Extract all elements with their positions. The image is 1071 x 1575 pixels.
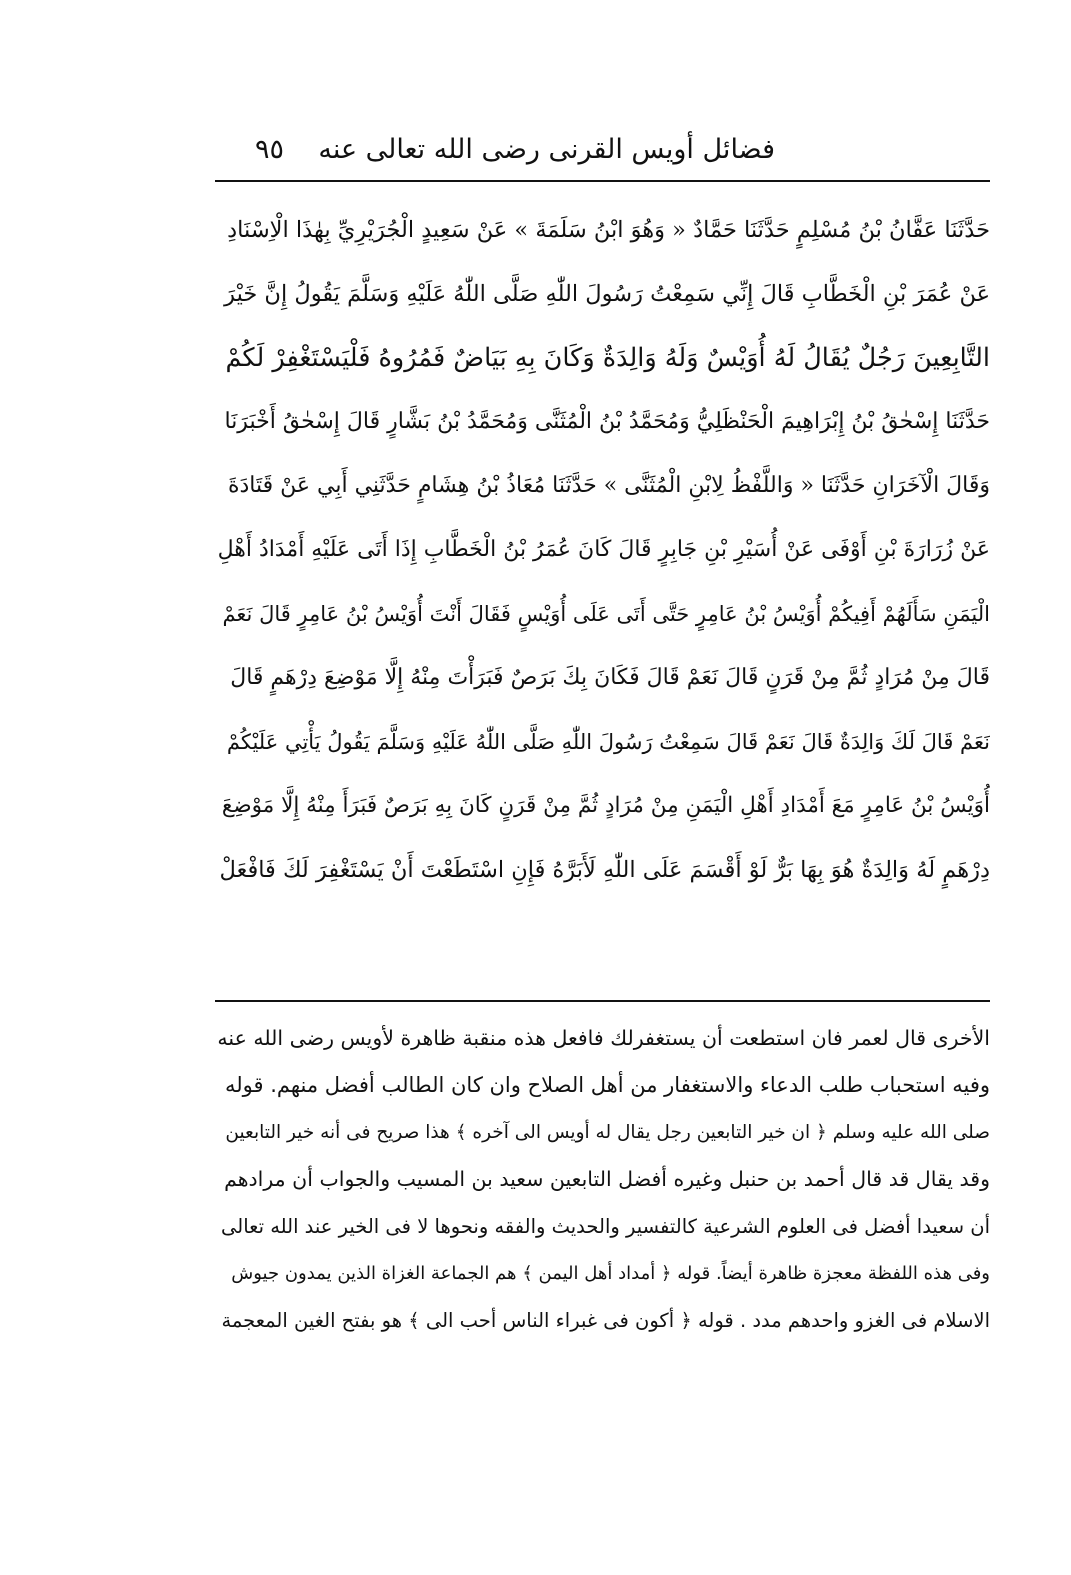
header-rule: [215, 180, 990, 182]
commentary-block: [215, 1015, 990, 1344]
commentary-line: الاسلام فى الغزو واحدهم مدد . قوله ﴿ أكون فى غبراء الناس أحب الى ﴾ هو بفتح الغين المعجمة: [221, 1309, 990, 1332]
page-header: [215, 130, 990, 180]
commentary-line: صلى الله عليه وسلم ﴿ ان خير التابعين رجل يقال له أويس الى آخره ﴾ هذا صريح فى أنه خير التابعين: [225, 1122, 990, 1143]
hadith-line: نَعَمْ قَالَ لَكَ وَالِدَةٌ قَالَ نَعَمْ قَالَ سَمِعْتُ رَسُولَ اللّٰهِ صَلَّى اللّٰهُ عَلَيْهِ وَسَلَّمَ يَقُولُ يَأْتِي عَلَيْكُمْ: [226, 730, 990, 754]
commentary-line: وفى هذه اللفظة معجزة ظاهرة أيضاً. قوله ﴿ أمداد أهل اليمن ﴾ هم الجماعة الغزاة الذين يمدون جيوش: [231, 1263, 990, 1284]
hadith-line: أُوَيْسُ بْنُ عَامِرٍ مَعَ أَمْدَادِ أَهْلِ الْيَمَنِ مِنْ مُرَادٍ ثُمَّ مِنْ قَرَنٍ كَانَ بِهِ بَرَصٌ فَبَرَأَ مِنْهُ إِلَّا مَوْضِعَ: [221, 793, 990, 818]
hadith-line: عَنْ زُرَارَةَ بْنِ أَوْفَى عَنْ أُسَيْرِ بْنِ جَابِرٍ قَالَ كَانَ عُمَرُ بْنُ الْخَطَّابِ إِذَا أَتَى عَلَيْهِ أَمْدَادُ أَهْلِ: [217, 537, 990, 562]
running-title: فضائل أويس القرنى رضى الله تعالى عنه: [318, 134, 775, 165]
hadith-line: دِرْهَمٍ لَهُ وَالِدَةٌ هُوَ بِهَا بَرٌّ لَوْ أَقْسَمَ عَلَى اللّٰهِ لَأَبَرَّهُ فَإِنِ اسْتَطَعْتَ أَنْ يَسْتَغْفِرَ لَكَ فَافْعَلْ: [219, 857, 990, 883]
commentary-rule: [215, 1000, 990, 1002]
hadith-line: قَالَ مِنْ مُرَادٍ ثُمَّ مِنْ قَرَنٍ قَالَ نَعَمْ قَالَ فَكَانَ بِكَ بَرَصٌ فَبَرَأْتَ مِنْهُ إِلَّا مَوْضِعَ دِرْهَمٍ قَالَ: [230, 665, 990, 690]
hadith-text-block: [215, 198, 990, 902]
hadith-line: الْيَمَنِ سَأَلَهُمْ أَفِيكُمْ أُوَيْسُ بْنُ عَامِرٍ حَتَّى أَتَى عَلَى أُوَيْسٍ فَقَالَ أَنْتَ أُوَيْسُ بْنُ عَامِرٍ قَالَ نَعَمْ: [222, 602, 990, 626]
hadith-line: التَّابِعِينَ رَجُلٌ يُقَالُ لَهُ أُوَيْسٌ وَلَهُ وَالِدَةٌ وَكَانَ بِهِ بَيَاضٌ فَمُرُوهُ فَلْيَسْتَغْفِرْ لَكُمْ: [225, 343, 990, 373]
hadith-line: حَدَّثَنَا عَفَّانُ بْنُ مُسْلِمٍ حَدَّثَنَا حَمَّادٌ « وَهُوَ ابْنُ سَلَمَةَ » عَنْ سَعِيدٍ الْجُرَيْرِيِّ بِهٰذَا الْاِسْنَادِ: [227, 217, 990, 243]
hadith-line: حَدَّثَنَا إِسْحٰقُ بْنُ إِبْرَاهِيمَ الْحَنْظَلِيُّ وَمُحَمَّدُ بْنُ الْمُثَنَّى وَمُحَمَّدُ بْنُ بَشَّارٍ قَالَ إِسْحٰقُ أَخْبَرَنَا: [224, 409, 990, 434]
commentary-line: وقد يقال قد قال أحمد بن حنبل وغيره أفضل التابعين سعيد بن المسيب والجواب أن مرادهم: [224, 1167, 990, 1191]
hadith-line: وَقَالَ الْآخَرَانِ حَدَّثَنَا « وَاللَّفْظُ لِابْنِ الْمُثَنَّى » حَدَّثَنَا مُعَاذُ بْنُ هِشَامٍ حَدَّثَنِي أَبِي عَنْ قَتَادَةَ: [227, 473, 990, 498]
commentary-line: وفيه استحباب طلب الدعاء والاستغفار من أهل الصلاح وان كان الطالب أفضل منهم. قوله: [224, 1073, 990, 1097]
commentary-line: الأخرى قال لعمر فان استطعت أن يستغفرلك فافعل هذه منقبة ظاهرة لأويس رضى الله عنه: [217, 1026, 990, 1050]
commentary-line: أن سعيدا أفضل فى العلوم الشرعية كالتفسير والحديث والفقه ونحوها لا فى الخير عند الله تعالى: [221, 1215, 990, 1238]
hadith-line: عَنْ عُمَرَ بْنِ الْخَطَّابِ قَالَ إِنِّي سَمِعْتُ رَسُولَ اللّٰهِ صَلَّى اللّٰهُ عَلَيْهِ وَسَلَّمَ يَقُولُ إِنَّ خَيْرَ: [224, 281, 990, 307]
page-number: ٩٥: [255, 134, 285, 165]
